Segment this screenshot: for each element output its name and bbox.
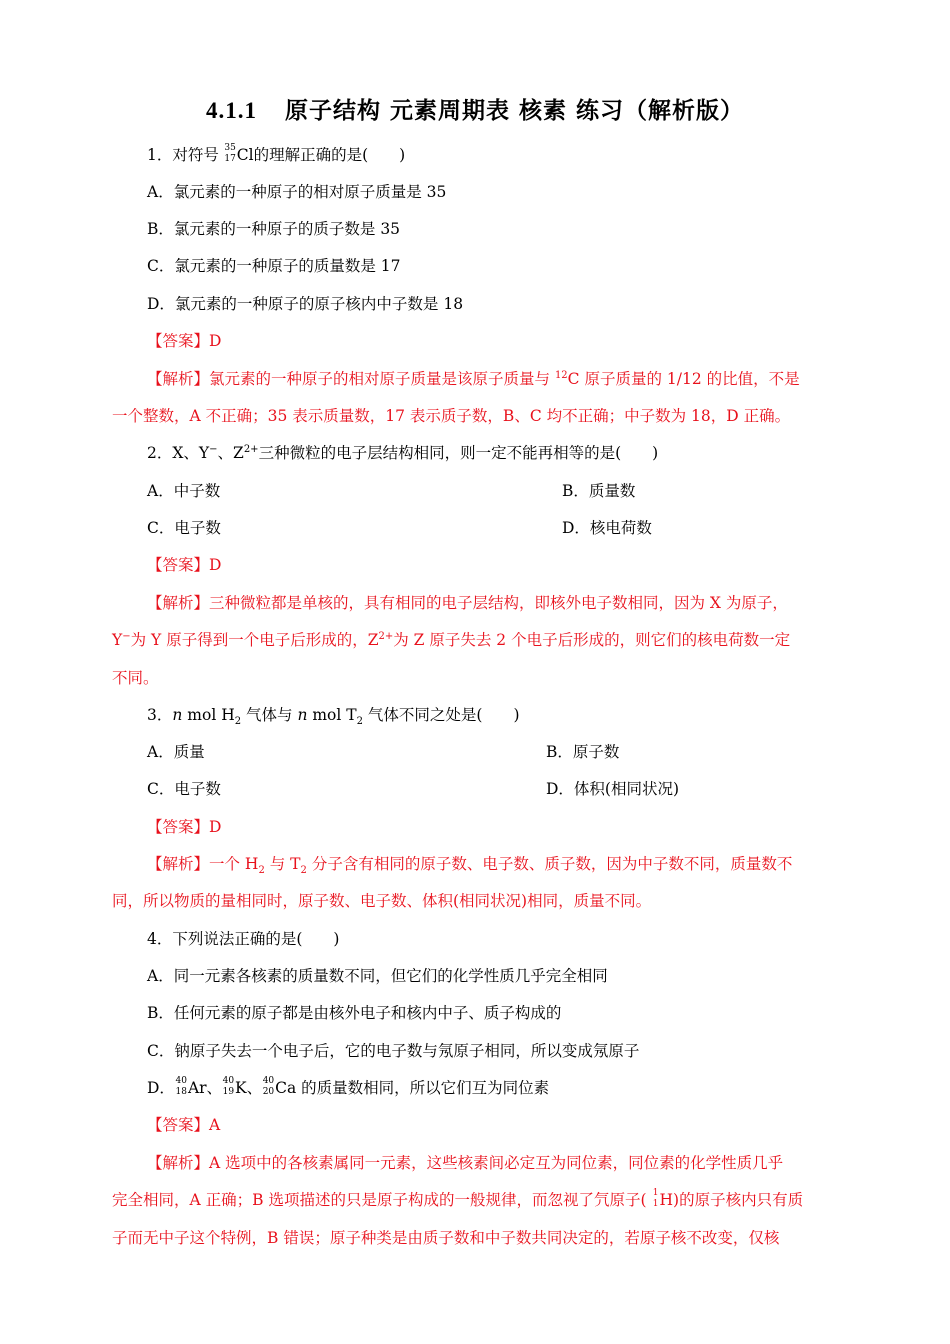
question-1-explanation-cont: 一个整数，A 不正确；35 表示质量数，17 表示质子数，B、C 均不正确；中子数为 18，D 正确。 <box>112 407 791 425</box>
question-2-stem: 2．X、Y−、$Z^{2+}$三种微粒的电子层结构相同，则一定不能再相等的是( ) <box>147 443 659 462</box>
question-1-option-d: D．氯元素的一种原子的原子核内中子数是 18 <box>147 295 464 313</box>
question-1-answer: 【答案】D <box>147 332 222 350</box>
isotope-notation: 35 17 <box>224 143 236 164</box>
question-2-explanation: 【解析】三种微粒都是单核的，具有相同的电子层结构，即核外电子数相同，因为 X 为原子， <box>147 594 788 612</box>
question-1-stem: 1．对符号 35 17 Cl的理解正确的是( ) <box>147 143 406 164</box>
question-4-explanation-cont: 完全相同，A 正确；B 选项描述的只是原子构成的一般规律，而忽视了氕原子( 1 1 H)的原子核内只有质 <box>112 1188 804 1209</box>
question-2-explanation-end: 不同。 <box>112 669 159 687</box>
question-4-option-b: B．任何元素的原子都是由核外电子和核内中子、质子构成的 <box>147 1004 562 1022</box>
isotope-notation: 1 1 <box>652 1188 659 1209</box>
isotope-notation: 40 18 <box>175 1076 187 1097</box>
question-4-explanation: 【解析】A 选项中的各核素属同一元素，这些核素间必定互为同位素，同位素的化学性质几乎 <box>147 1154 784 1172</box>
question-3-option-c: C．电子数 <box>147 780 221 798</box>
question-4-option-d: D． 40 18 Ar、 40 19 K、 40 20 Ca 的质量数相同，所以它们互为同位素 <box>147 1076 550 1097</box>
question-3-answer: 【答案】D <box>147 818 222 836</box>
question-4-option-a: A．同一元素各核素的质量数不同，但它们的化学性质几乎完全相同 <box>147 967 608 985</box>
question-2-option-c: C．电子数 <box>147 519 221 537</box>
question-3-explanation: 【解析】一个 $H_2$ 与 $T_2$ 分子含有相同的原子数、电子数、质子数，因为中子数不同，质量数不 <box>147 855 793 877</box>
question-3-option-b: B．原子数 <box>546 743 620 761</box>
question-2-option-b: B．质量数 <box>562 482 636 500</box>
isotope-notation: 40 20 <box>262 1076 275 1097</box>
question-1-option-c: C．氯元素的一种原子的质量数是 17 <box>147 257 401 275</box>
isotope-notation: 40 19 <box>222 1076 235 1097</box>
question-2-answer: 【答案】D <box>147 556 222 574</box>
question-3-option-a: A．质量 <box>147 743 205 761</box>
question-3-stem: 3．n mol $H_2$ 气体与 n mol $T_2$ 气体不同之处是( ) <box>147 706 520 728</box>
question-3-explanation-cont: 同，所以物质的量相同时，原子数、电子数、体积(相同状况)相同，质量不同。 <box>112 892 652 910</box>
question-1-option-b: B．氯元素的一种原子的质子数是 35 <box>147 220 401 238</box>
question-2-explanation-cont: Y−为 Y 原子得到一个电子后形成的，$Z^{2+}$为 Z 原子失去 2 个电子后形成的，则它们的核电荷数一定 <box>112 630 791 649</box>
question-2-option-d: D．核电荷数 <box>562 519 652 537</box>
question-4-explanation-end: 子而无中子这个特例，B 错误；原子种类是由质子数和中子数共同决定的，若原子核不改变，仅核 <box>112 1229 780 1247</box>
question-1-explanation: 【解析】氯元素的一种原子的相对原子质量是该原子质量与 $^{12}$C 原子质量的 1/12 的比值，不是 <box>147 369 800 388</box>
section-number: 4.1.1 <box>205 98 257 123</box>
question-4-stem: 4．下列说法正确的是( ) <box>147 930 340 948</box>
title-text: 原子结构 元素周期表 核素 练习（解析版） <box>284 98 745 124</box>
question-4-answer: 【答案】A <box>147 1116 221 1134</box>
question-2-option-a: A．中子数 <box>147 482 221 500</box>
question-4-option-c: C．钠原子失去一个电子后，它的电子数与氖原子相同，所以变成氖原子 <box>147 1042 640 1060</box>
page-title <box>0 92 950 125</box>
question-3-option-d: D．体积(相同状况) <box>546 780 680 798</box>
question-1-option-a: A．氯元素的一种原子的相对原子质量是 35 <box>147 183 447 201</box>
